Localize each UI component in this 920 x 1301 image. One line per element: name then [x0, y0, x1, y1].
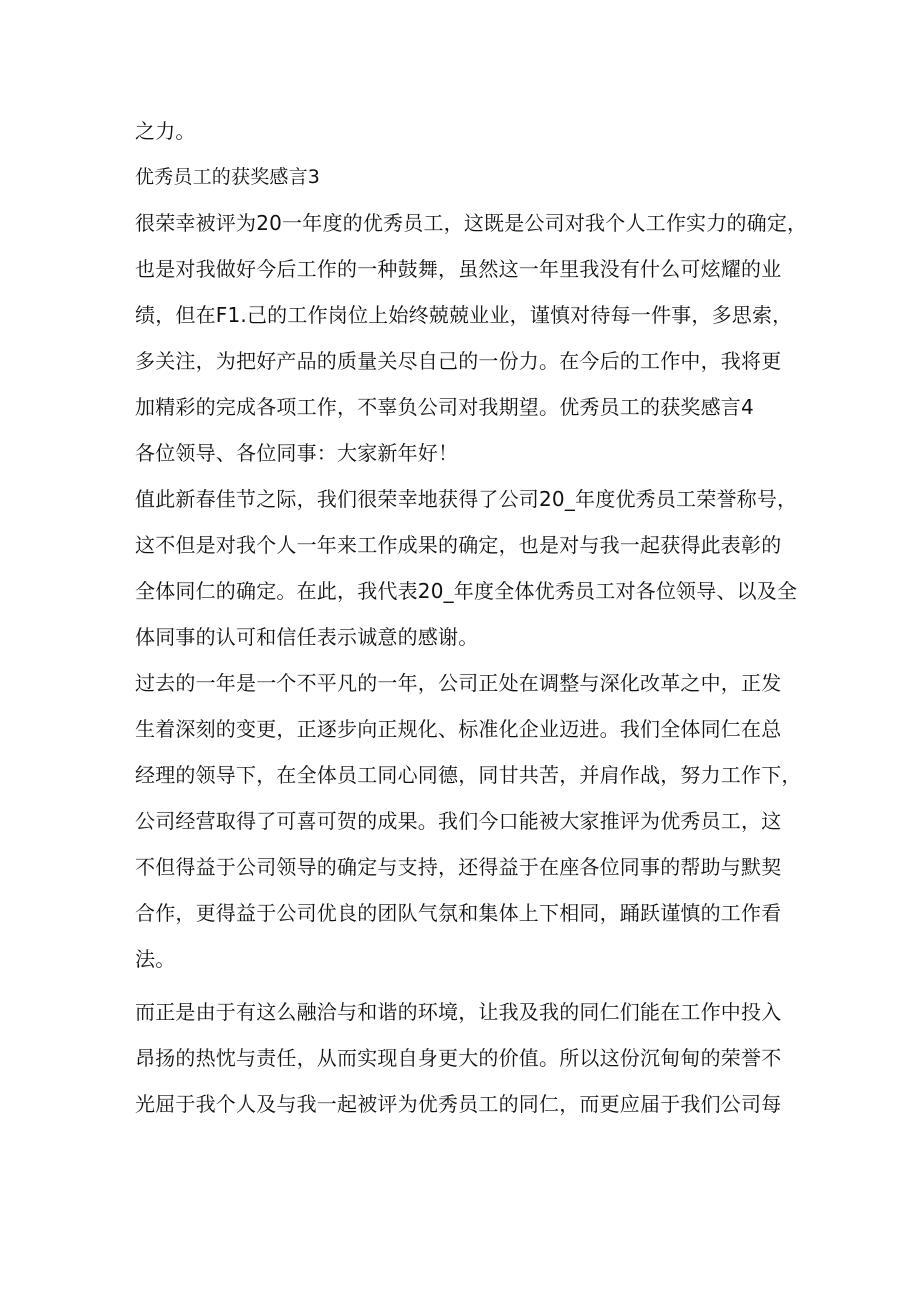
paragraph-gap: [135, 982, 795, 989]
text-line: 全体同仁的确定。在此，我代表20_年度全体优秀员工对各位领导、以及全: [135, 579, 798, 603]
text-line: 过去的一年是一个不平凡的一年，公司正处在调整与深化改革之中，正发: [135, 671, 782, 695]
section-heading: 优秀员工的获奖感言3: [135, 166, 321, 188]
text-line: 公司经营取得了可喜可贺的成果。我们今口能被大家推评为优秀员工，这: [135, 809, 782, 833]
text-line: 值此新春佳节之际，我们很荣幸地获得了公司20_年度优秀员工荣誉称号，: [135, 487, 798, 511]
text-line: 光屈于我个人及与我一起被评为优秀员工的同仁，而更应届于我们公司每: [135, 1092, 782, 1116]
text-line: 也是对我做好今后工作的一种鼓舞，虽然这一年里我没有什么可炫耀的业: [135, 257, 782, 281]
text-line: 而正是由于有这么融洽与和谐的环境，让我及我的同仁们能在工作中投入: [135, 1000, 782, 1024]
document-body: [135, 108, 808, 1127]
text-line: 加精彩的完成各项工作，不辜负公司对我期望。优秀员工的获奖感言4: [135, 395, 754, 419]
text-line: 多关注，为把好产品的质量关尽自己的一份力。在今后的工作中，我将更: [135, 349, 782, 373]
text-line: 法。: [135, 947, 176, 971]
greeting-line: 各位领导、各位同事：大家新年好！: [135, 441, 459, 465]
text-line: 生着深刻的变更，正逐步向正规化、标准化企业迈进。我们全体同仁在总: [135, 717, 782, 741]
text-line: 这不但是对我个人一年来工作成果的确定，也是对与我一起获得此表彰的: [135, 533, 782, 557]
text-line: 昂扬的热忱与责任，从而实现自身更大的价值。所以这份沉甸甸的荣誉不: [135, 1046, 782, 1070]
text-line: 经理的领导下，在全体员工同心同德，同甘共苦，并肩作战，努力工作下，: [135, 763, 802, 787]
text-line: 体同事的认可和信任表示诚意的感谢。: [135, 625, 479, 649]
text-line: 绩，但在F1.己的工作岗位上始终兢兢业业，谨慎对待每一件事，多思索，: [135, 303, 793, 327]
text-line: 不但得益于公司领导的确定与支持，还得益于在座各位同事的帮助与默契: [135, 855, 782, 879]
text-line: 之力。: [135, 119, 196, 143]
text-line: 合作，更得益于公司优良的团队气氛和集体上下相同，踊跃谨慎的工作看: [135, 901, 782, 925]
text-line: 很荣幸被评为20一年度的优秀员工，这既是公司对我个人工作实力的确定，: [135, 211, 808, 235]
